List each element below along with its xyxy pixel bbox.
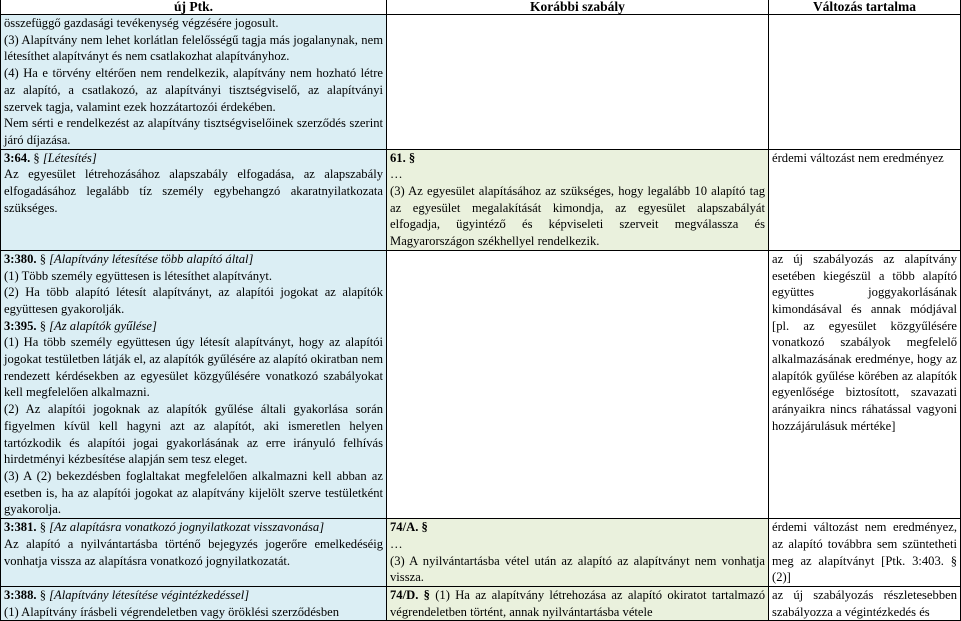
paragraph: (3) Alapítvány nem lehet korlátlan felelősségű tagja más jogalanynak, nem létesíthet alapítványt és nem csatlakozhat alapítványhoz. [4, 32, 383, 64]
section-heading [4, 318, 383, 335]
section-heading [4, 150, 383, 167]
table-row [1, 149, 961, 250]
section-title: [Alapítvány létesítése végintézkedéssel] [49, 587, 250, 602]
change-text: az új szabályozás az alapítvány esetében kiegészül a több alapító együttes joggyakorlásának kimondásával és annak módjával [pl. az egyesület közgyűlésére vonatkozó szabályok megfelelő alkalmazásának eredménye, hogy az alapítók gyűlése körében az alapítók egyenlősége biztosított, szavazati arányaikra nincs ráhatással vagyoni hozzájárulásuk mértéke] [772, 251, 957, 433]
header-previous-rule: Korábbi szabály [387, 0, 769, 15]
new-rule-cell [1, 586, 387, 620]
table-row [1, 15, 961, 150]
paragraph: (3) A nyilvántartásba vétel után az alapító az alapítványt nem vonhatja vissza. [390, 553, 765, 585]
ellipsis: … [390, 167, 403, 182]
section-title: [Alapítvány létesítése több alapító által] [49, 251, 254, 266]
paragraph: (1) Több személy együttesen is létesíthet alapítványt. [4, 268, 273, 283]
table-row [1, 586, 961, 620]
new-rule-cell [1, 149, 387, 250]
change-cell [769, 15, 961, 150]
old-rule-cell [387, 519, 769, 587]
section-sign: § [39, 251, 46, 266]
section-heading: 74/A. § [390, 520, 428, 535]
header-row [1, 0, 961, 15]
change-text: érdemi változást nem eredményez, az alapító továbbra sem szüntetheti meg az alapítványt [Ptk. 3:403. § (2)] [772, 520, 957, 585]
paragraph: (1) Alapítvány írásbeli végrendeletben vagy öröklési szerződésben [4, 604, 340, 619]
section-sign: § [33, 150, 40, 165]
section-sign: § [39, 587, 46, 602]
new-rule-cell [1, 15, 387, 150]
old-rule-cell [387, 149, 769, 250]
paragraph: (4) Ha e törvény eltérően nem rendelkezik, alapítvány nem hozható létre az alapító, a csatlakozó, az alapítványi tisztségviselő, az alapítványi szervek tagja, valamint ezek hozzátartozói érdekében. [4, 66, 383, 114]
section-title: [Létesítés] [42, 150, 97, 165]
section-number: 74/D. § [390, 587, 430, 602]
change-text: az új szabályozás részletesebben szabályozza a végintézkedés és [772, 587, 957, 619]
section-title: [Az alapításra vonatkozó jognyilatkozat visszavonása] [49, 520, 325, 535]
change-cell [769, 586, 961, 620]
paragraph: (1) Ha több személy együttesen úgy létesít alapítványt, hogy az alapítói jogokat testületben látják el, az alapítók gyűlésére az alapító okiratban nem rendezett kérdésekben az egyesület közgyűlésére vonatkozó szabályokat kell megfelelően alkalmazni. [4, 335, 383, 400]
header-new-ptk: új Ptk. [1, 0, 387, 15]
paragraph: Az alapító a nyilvántartásba történő bejegyzés jogerőre emelkedéséig vonhatja vissza az alapításra vonatkozó jognyilatkozatát. [4, 536, 383, 568]
change-cell [769, 250, 961, 518]
new-rule-cell [1, 519, 387, 587]
new-rule-cell [1, 250, 387, 518]
paragraph [390, 587, 765, 620]
paragraph: Nem sérti e rendelkezést az alapítvány tisztségviselőinek szerződés szerint járó díjazása. [4, 116, 383, 147]
section-number: 3:64. [4, 150, 31, 165]
ellipsis: … [390, 536, 403, 551]
header-change-content: Változás tartalma [769, 0, 961, 15]
section-number: 3:395. [4, 318, 37, 333]
change-cell [769, 149, 961, 250]
change-cell [769, 519, 961, 587]
section-sign: § [39, 318, 46, 333]
section-heading [4, 519, 383, 536]
paragraph: (3) Az egyesület alapításához az szükséges, hogy legalább 10 alapító tag az egyesület megalakítását kimondja, az egyesület alapszabályát elfogadja, ügyintéző és képviseleti szerveit megválassza és Magyarországon székhellyel rendelkezik. [390, 184, 765, 249]
section-heading [4, 587, 383, 604]
paragraph: (3) A (2) bekezdésben foglaltakat megfelelően alkalmazni kell abban az esetben is, ha az alapítói jogokat az alapítvány kijelölt szerve testületként gyakorolja. [4, 468, 383, 517]
paragraph: (2) Az alapítói jogoknak az alapítók gyűlése általi gyakorlása során figyelmen kívül kell hagyni azt az alapítót, aki ismeretlen helyen tartózkodik és alapítói jogai gyakorlásának az erre irányuló felhívás hirdetményi kézbesítése alapján sem tesz eleget. [4, 402, 383, 467]
section-number: 3:381. [4, 520, 37, 535]
section-heading [4, 251, 383, 268]
paragraph: összefüggő gazdasági tevékenység végzésére jogosult. [4, 16, 279, 30]
paragraph: Az egyesület létrehozásához alapszabály elfogadása, az alapszabály elfogadásához legalább tíz személy egybehangzó akaratnyilatkozata szükséges. [4, 167, 383, 215]
paragraph-text: (1) Ha az alapítvány létrehozása az alapító okiratot tartalmazó végrendeletben történt, annak nyilvántartásba vétele [390, 587, 765, 619]
section-number: 3:380. [4, 251, 37, 266]
old-rule-cell [387, 250, 769, 518]
section-heading: 61. § [390, 150, 416, 165]
old-rule-cell [387, 586, 769, 620]
old-rule-cell [387, 15, 769, 150]
change-text: érdemi változást nem eredményez [772, 150, 944, 165]
section-sign: § [39, 520, 46, 535]
table-row [1, 519, 961, 587]
section-title: [Az alapítók gyűlése] [49, 318, 157, 333]
paragraph: (2) Ha több alapító létesít alapítványt, az alapítói jogokat az alapítók együttesen gyakorolják. [4, 285, 383, 316]
section-number: 3:388. [4, 587, 37, 602]
table-row [1, 250, 961, 518]
